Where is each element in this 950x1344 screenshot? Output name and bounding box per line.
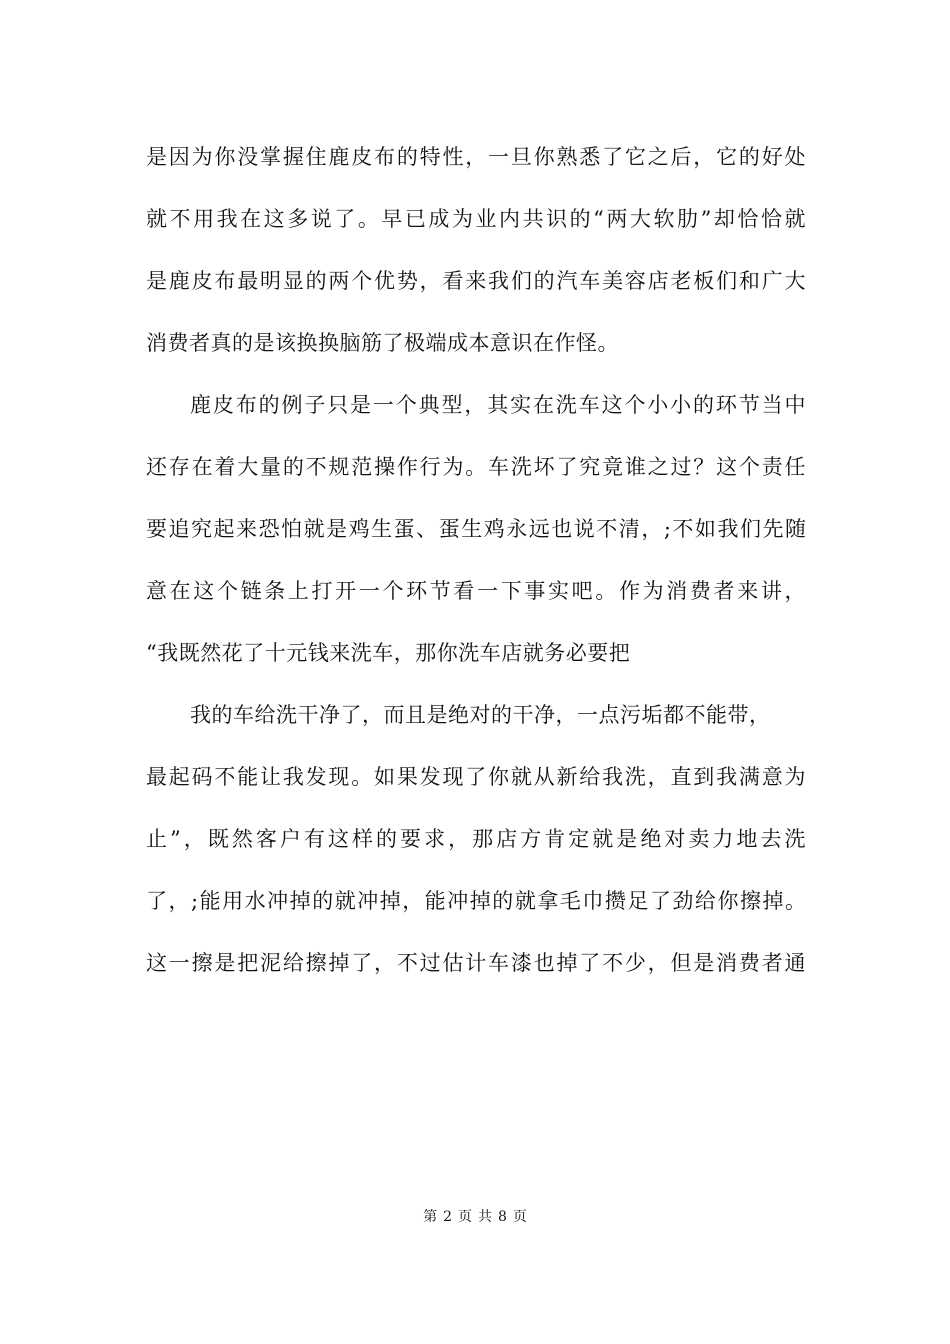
- text-line: 还存在着大量的不规范操作行为。车洗坏了究竟谁之过？这个责任: [146, 455, 806, 479]
- page-label: 页: [512, 1209, 527, 1225]
- text-line: 最起码不能让我发现。如果发现了你就从新给我洗，直到我满意为: [146, 765, 806, 789]
- total-pages-number: 8: [498, 1209, 507, 1225]
- text-line: 要追究起来恐怕就是鸡生蛋、蛋生鸡永远也说不清，;不如我们先随: [146, 517, 806, 541]
- page-label: 第: [423, 1209, 438, 1225]
- text-line: 是鹿皮布最明显的两个优势，看来我们的汽车美容店老板们和广大: [146, 269, 806, 293]
- text-line: 就不用我在这多说了。早已成为业内共识的“两大软肋”却恰恰就: [146, 207, 806, 231]
- text-line: 鹿皮布的例子只是一个典型，其实在洗车这个小小的环节当中: [190, 393, 806, 417]
- text-line: 是因为你没掌握住鹿皮布的特性，一旦你熟悉了它之后，它的好处: [146, 145, 806, 169]
- text-line: 了，;能用水冲掉的就冲掉，能冲掉的就拿毛巾攒足了劲给你擦掉。: [146, 889, 806, 913]
- page-label: 页: [458, 1209, 472, 1225]
- text-line: 这一擦是把泥给擦掉了，不过估计车漆也掉了不少，但是消费者通: [146, 951, 806, 975]
- text-line: “我既然花了十元钱来洗车，那你洗车店就务必要把: [146, 641, 631, 665]
- text-line: 消费者真的是该换换脑筋了极端成本意识在作怪。: [146, 331, 619, 355]
- page-label: 共: [478, 1209, 492, 1225]
- current-page-number: 2: [443, 1209, 452, 1225]
- text-line: 我的车给洗干净了，而且是绝对的干净，一点污垢都不能带，: [190, 703, 771, 727]
- page-footer: [0, 1206, 950, 1226]
- document-body: [146, 126, 806, 994]
- text-line: 止”，既然客户有这样的要求，那店方肯定就是绝对卖力地去洗: [146, 827, 806, 851]
- text-line: 意在这个链条上打开一个环节看一下事实吧。作为消费者来讲，: [146, 579, 806, 603]
